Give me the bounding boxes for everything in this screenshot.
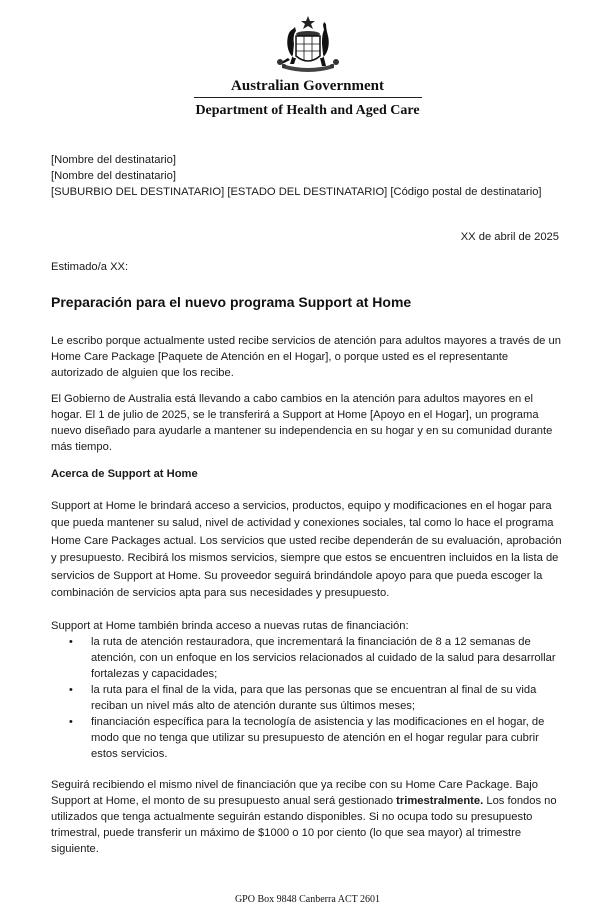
paragraph-intro: Le escribo porque actualmente usted recibe servicios de atención para adultos mayores a través de un Home Care Package [Paquete de Atención en el Hogar], o porque usted es el representante autorizado de alguien que los recibe. <box>51 335 561 379</box>
recipient-line-1: [Nombre del destinatario] <box>51 154 176 166</box>
list-item-text: la ruta para el final de la vida, para que las personas que se encuentran al final de su vida reciban un nivel más alto de atención durante sus últimos meses; <box>91 684 537 712</box>
recipient-address <box>51 152 571 200</box>
list-item <box>51 634 563 682</box>
department-name: Department of Health and Aged Care <box>195 103 420 118</box>
funding-routes-list <box>51 634 563 762</box>
section-subheading: Acerca de Support at Home <box>51 468 198 480</box>
letter-date: XX de abril de 2025 <box>460 231 559 243</box>
government-name: Australian Government <box>231 78 384 94</box>
list-item <box>51 714 563 762</box>
paragraph-about: Support at Home le brindará acceso a servicios, productos, equipo y modificaciones en el hogar para que pueda mantener su salud, nivel de actividad y conexiones sociales, tal como lo hace el programa Home Care Packages actual. Los servicios que usted recibe dependerán de su evaluación, aprobación y presupuesto. Recibirá los mismos servicios, siempre que estos se encuentren incluidos en la lista de servicios de Support at Home. Su proveedor seguirá brindándole apoyo para que pueda escoger la combinación de servicios apta para sus necesidades y presupuesto. <box>51 500 562 600</box>
bullet-icon: • <box>69 716 73 728</box>
letter-title: Preparación para el nuevo programa Support at Home <box>51 294 412 310</box>
funding-intro: Support at Home también brinda acceso a nuevas rutas de financiación: <box>51 620 409 632</box>
budget-text-end: Los fondos no utilizados que tenga actualmente seguirán estando disponibles. Si no ocupa todo su presupuesto trimestral, puede transferir un máximo de $1000 o 10 por ciento (lo que sea mayor) al trimestre siguiente. <box>51 795 557 855</box>
bullet-icon: • <box>69 684 73 696</box>
list-item <box>51 682 563 714</box>
list-item-text: la ruta de atención restauradora, que incrementará la financiación de 8 a 12 semanas de atención, con un enfoque en los servicios relacionados al cuidado de la salud para desarrollar fortalezas y capacidades; <box>91 636 556 680</box>
bullet-icon: • <box>69 636 73 648</box>
paragraph-changes: El Gobierno de Australia está llevando a cabo cambios en la atención para adultos mayores en el hogar. El 1 de julio de 2025, se le transferirá a Support at Home [Apoyo en el Hogar], un programa nuevo diseñado para ayudarle a mantener su independencia en su hogar y en su comunidad durante más tiempo. <box>51 393 553 453</box>
recipient-line-3: [SUBURBIO DEL DESTINATARIO] [ESTADO DEL DESTINATARIO] [Código postal de destinatario] <box>51 186 542 198</box>
budget-text-start: Seguirá recibiendo el mismo nivel de financiación que ya recibe con su Home Care Package. Bajo Support at Home, el monto de su presupuesto anual será gestionado <box>51 779 538 807</box>
list-item-text: financiación específica para la tecnología de asistencia y las modificaciones en el hogar, de modo que no tenga que utilizar su presupuesto de atención en el hogar regular para cubrir estos servicios. <box>91 716 545 760</box>
header-divider <box>194 97 422 98</box>
coat-of-arms-icon <box>260 14 356 76</box>
budget-text-bold: trimestralmente. <box>396 795 484 807</box>
paragraph-budget <box>51 777 563 857</box>
salutation: Estimado/a XX: <box>51 261 129 273</box>
footer-address: GPO Box 9848 Canberra ACT 2601 <box>234 894 381 905</box>
recipient-line-2: [Nombre del destinatario] <box>51 170 176 182</box>
